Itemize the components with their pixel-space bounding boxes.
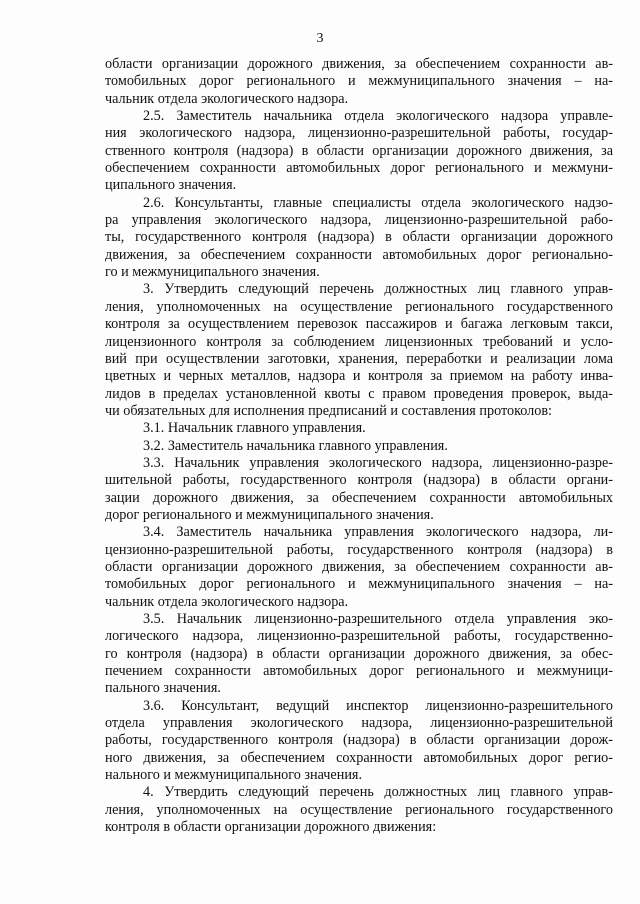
text-line: контроля за осуществлением перевозок пассажиров и багажа легковым такси, bbox=[105, 316, 613, 333]
text-line: го и межмуниципального значения. bbox=[105, 264, 320, 281]
text-line: зации дорожного движения, за обеспечением сохранности автомобильных bbox=[105, 489, 613, 506]
text-line: области организации дорожного движения, за обеспечением сохранности ав- bbox=[105, 558, 613, 575]
text-line: чи обязательных для исполнения предписаний и составления протоколов: bbox=[105, 402, 552, 419]
text-line: дорог регионального и межмуниципального значения. bbox=[105, 506, 434, 523]
text-line: 3.1. Начальник главного управления. bbox=[143, 420, 366, 437]
text-line: логического надзора, лицензионно-разрешительной работы, государственно- bbox=[105, 628, 613, 645]
text-line: го контроля (надзора) в области организации дорожного движения, за обес- bbox=[105, 645, 613, 662]
text-line: лицензионного контроля за соблюдением лицензионных требований и усло- bbox=[105, 333, 613, 350]
text-line: 3.5. Начальник лицензионно-разрешительного отдела управления эко- bbox=[143, 611, 613, 627]
text-line: цензионно-разрешительной работы, государственного контроля (надзора) в bbox=[105, 541, 613, 558]
text-line: контроля в области организации дорожного движения: bbox=[105, 819, 437, 836]
text-line: вий при осуществлении заготовки, хранения, переработки и реализации лома bbox=[105, 350, 613, 367]
text-line: 3.4. Заместитель начальника управления экологического надзора, ли- bbox=[143, 524, 613, 541]
text-line: пального значения. bbox=[105, 680, 221, 697]
text-line: 2.6. Консультанты, главные специалисты отдела экологического надзо- bbox=[143, 194, 613, 211]
page-number: 3 bbox=[316, 31, 324, 46]
text-line: 3.6. Консультант, ведущий инспектор лицензионно-разрешительного bbox=[143, 697, 613, 714]
text-line: шительной работы, государственного контроля (надзора) в области органи- bbox=[105, 472, 613, 489]
text-line: 3.2. Заместитель начальника главного управления. bbox=[143, 437, 448, 454]
text-line: томобильных дорог регионального и межмуниципального значения – на- bbox=[105, 576, 613, 593]
text-line: отдела управления экологического надзора, лицензионно-разрешительной bbox=[105, 715, 613, 732]
text-line: ного движения, за обеспечением сохранности автомобильных дорог регио- bbox=[105, 749, 613, 766]
text-line: ра управления экологического надзора, лицензионно-разрешительной рабо- bbox=[105, 212, 613, 229]
text-line: чальник отдела экологического надзора. bbox=[105, 593, 349, 610]
text-line: ственного контроля (надзора) в области организации дорожного движения, за bbox=[105, 142, 613, 159]
text-line: работы, государственного контроля (надзора) в области организации дорож- bbox=[105, 732, 613, 749]
text-line: области организации дорожного движения, за обеспечением сохранности ав- bbox=[105, 56, 613, 72]
text-line: 3. Утвердить следующий перечень должностных лиц главного управ- bbox=[143, 281, 613, 298]
text-line: движения, за обеспечением сохранности автомобильных дорог регионально- bbox=[105, 246, 613, 263]
text-line: ния экологического надзора, лицензионно-разрешительной работы, государ- bbox=[105, 125, 613, 142]
text-line: цветных и черных металлов, надзора и контроля за приемом на работу инва- bbox=[105, 368, 613, 385]
text-line: ления, уполномоченных на осуществление регионального государственного bbox=[105, 298, 613, 315]
text-line: нального и межмуниципального значения. bbox=[105, 767, 362, 784]
text-line: 2.5. Заместитель начальника отдела экологического надзора управле- bbox=[143, 108, 613, 125]
text-line: обеспечением сохранности автомобильных дорог регионального и межмуни- bbox=[105, 160, 613, 177]
text-line: томобильных дорог регионального и межмуниципального значения – на- bbox=[105, 73, 613, 90]
text-line: ты, государственного контроля (надзора) в области организации дорожного bbox=[105, 229, 613, 246]
text-line: лидов в пределах установленной квоты с правом проведения проверок, выда- bbox=[105, 385, 613, 402]
text-line: чальник отдела экологического надзора. bbox=[105, 90, 349, 107]
document-body bbox=[105, 56, 613, 836]
text-line: 4. Утвердить следующий перечень должностных лиц главного управ- bbox=[143, 784, 613, 801]
text-line: ления, уполномоченных на осуществление регионального государственного bbox=[105, 801, 613, 818]
text-line: 3.3. Начальник управления экологического надзора, лицензионно-разре- bbox=[143, 454, 613, 471]
text-line: печением сохранности автомобильных дорог регионального и межмуници- bbox=[105, 663, 613, 680]
text-line: ципального значения. bbox=[105, 177, 237, 194]
